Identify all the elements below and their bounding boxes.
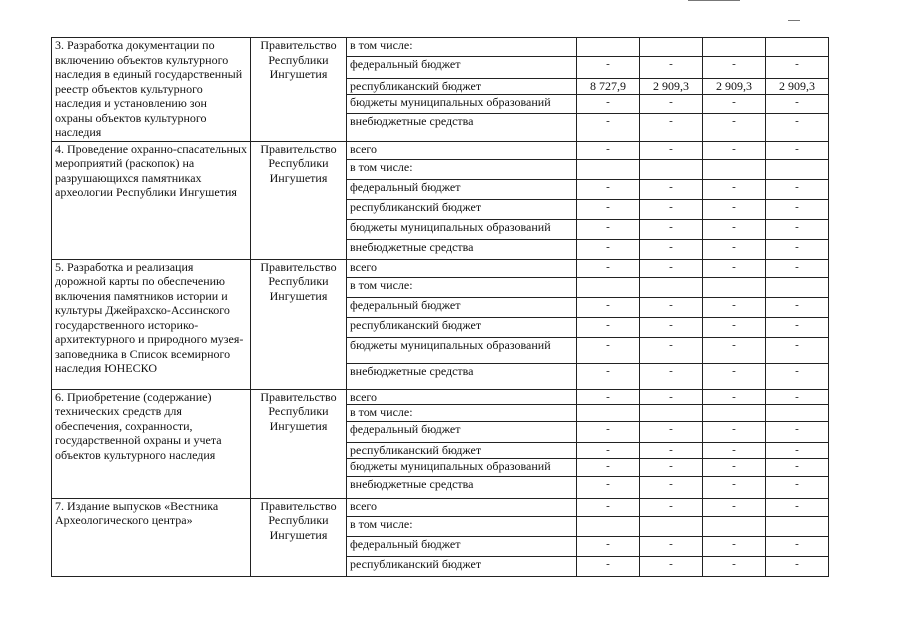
amount-cell: - [766, 179, 829, 199]
measure-name: 3. Разработка документации по включению объектов культурного наследия в единый государственный реестр объектов культурного наследия и установлению зон охраны объектов культурного наследия [52, 38, 251, 142]
amount-cell [766, 516, 829, 536]
amount-cell: - [577, 199, 640, 219]
amount-cell: - [577, 179, 640, 199]
funding-source: республиканский бюджет [347, 317, 577, 337]
amount-cell: - [766, 476, 829, 498]
amount-cell: - [766, 443, 829, 459]
funding-source: внебюджетные средства [347, 239, 577, 259]
amount-cell: - [577, 239, 640, 259]
amount-cell: - [640, 389, 703, 405]
funding-source: республиканский бюджет [347, 199, 577, 219]
funding-source: федеральный бюджет [347, 297, 577, 317]
funding-source: федеральный бюджет [347, 422, 577, 443]
amount-cell: - [577, 422, 640, 443]
amount-cell: - [703, 57, 766, 79]
amount-cell: - [577, 219, 640, 239]
amount-cell: - [640, 297, 703, 317]
amount-cell: - [577, 57, 640, 79]
amount-cell: - [640, 458, 703, 476]
amount-cell: - [703, 317, 766, 337]
amount-cell: - [703, 199, 766, 219]
amount-cell: - [703, 219, 766, 239]
amount-cell: - [640, 317, 703, 337]
amount-cell [577, 38, 640, 57]
amount-cell [703, 516, 766, 536]
budget-table [51, 37, 829, 577]
funding-source: в том числе: [347, 38, 577, 57]
amount-cell [766, 38, 829, 57]
amount-cell: - [577, 94, 640, 113]
amount-cell: - [640, 536, 703, 556]
amount-cell: - [703, 113, 766, 141]
amount-cell: - [640, 422, 703, 443]
amount-cell: - [640, 363, 703, 389]
amount-cell: - [577, 113, 640, 141]
amount-cell [640, 38, 703, 57]
amount-cell: - [577, 556, 640, 576]
amount-cell: - [640, 219, 703, 239]
amount-cell: - [577, 443, 640, 459]
amount-cell: - [766, 94, 829, 113]
amount-cell: - [640, 141, 703, 159]
funding-source: всего [347, 259, 577, 277]
executor: Правительство Республики Ингушетия [251, 141, 347, 259]
amount-cell: 2 909,3 [703, 79, 766, 95]
amount-cell: - [766, 389, 829, 405]
amount-cell: - [766, 141, 829, 159]
amount-cell: - [703, 556, 766, 576]
measure-name: 4. Проведение охранно-спасательных мероприятий (раскопок) на разрушающихся памятниках археологии Республики Ингушетия [52, 141, 251, 259]
amount-cell: - [640, 113, 703, 141]
funding-source: в том числе: [347, 159, 577, 179]
amount-cell: - [577, 363, 640, 389]
amount-cell [766, 405, 829, 422]
amount-cell: - [703, 239, 766, 259]
funding-source: бюджеты муниципальных образований [347, 94, 577, 113]
scan-mark-right [788, 20, 800, 21]
amount-cell: - [640, 179, 703, 199]
amount-cell: - [577, 317, 640, 337]
funding-source: всего [347, 498, 577, 516]
amount-cell [640, 405, 703, 422]
funding-source: в том числе: [347, 405, 577, 422]
measure-name: 7. Издание выпусков «Вестника Археологического центра» [52, 498, 251, 576]
amount-cell: - [766, 556, 829, 576]
funding-source: в том числе: [347, 516, 577, 536]
table-row [52, 259, 829, 277]
amount-cell: - [766, 536, 829, 556]
executor: Правительство Республики Ингушетия [251, 498, 347, 576]
funding-source: республиканский бюджет [347, 556, 577, 576]
funding-source: республиканский бюджет [347, 79, 577, 95]
amount-cell [577, 277, 640, 297]
document-page [51, 37, 829, 577]
amount-cell: - [766, 199, 829, 219]
funding-source: бюджеты муниципальных образований [347, 458, 577, 476]
amount-cell: - [703, 443, 766, 459]
amount-cell: - [766, 259, 829, 277]
amount-cell: - [640, 337, 703, 363]
amount-cell [766, 159, 829, 179]
scan-mark-top [688, 0, 740, 1]
funding-source: внебюджетные средства [347, 476, 577, 498]
funding-source: в том числе: [347, 277, 577, 297]
amount-cell [577, 159, 640, 179]
amount-cell: - [766, 113, 829, 141]
amount-cell: 8 727,9 [577, 79, 640, 95]
executor: Правительство Республики Ингушетия [251, 389, 347, 498]
funding-source: федеральный бюджет [347, 57, 577, 79]
amount-cell: - [640, 57, 703, 79]
amount-cell: - [577, 476, 640, 498]
funding-source: внебюджетные средства [347, 113, 577, 141]
amount-cell: - [640, 556, 703, 576]
funding-source: федеральный бюджет [347, 536, 577, 556]
amount-cell: - [577, 389, 640, 405]
amount-cell: - [766, 57, 829, 79]
amount-cell: - [703, 422, 766, 443]
budget-table-body [52, 38, 829, 577]
amount-cell: - [703, 297, 766, 317]
amount-cell: - [577, 536, 640, 556]
funding-source: внебюджетные средства [347, 363, 577, 389]
executor: Правительство Республики Ингушетия [251, 259, 347, 389]
amount-cell: - [640, 94, 703, 113]
measure-name: 6. Приобретение (содержание) технических средств для обеспечения, сохранности, государственной охраны и учета объектов культурного наследия [52, 389, 251, 498]
amount-cell: - [703, 363, 766, 389]
amount-cell: - [766, 337, 829, 363]
table-row [52, 38, 829, 57]
table-row [52, 141, 829, 159]
amount-cell: - [766, 498, 829, 516]
funding-source: бюджеты муниципальных образований [347, 219, 577, 239]
amount-cell: - [703, 389, 766, 405]
amount-cell: - [703, 141, 766, 159]
amount-cell: - [703, 458, 766, 476]
amount-cell: - [766, 219, 829, 239]
amount-cell: - [640, 443, 703, 459]
amount-cell [703, 405, 766, 422]
amount-cell: 2 909,3 [766, 79, 829, 95]
amount-cell: - [640, 498, 703, 516]
amount-cell [640, 277, 703, 297]
funding-source: всего [347, 141, 577, 159]
funding-source: республиканский бюджет [347, 443, 577, 459]
funding-source: бюджеты муниципальных образований [347, 337, 577, 363]
amount-cell [703, 38, 766, 57]
amount-cell [766, 277, 829, 297]
amount-cell: - [640, 259, 703, 277]
amount-cell: - [640, 476, 703, 498]
amount-cell: - [766, 363, 829, 389]
amount-cell: - [577, 259, 640, 277]
executor: Правительство Республики Ингушетия [251, 38, 347, 142]
funding-source: всего [347, 389, 577, 405]
amount-cell [640, 159, 703, 179]
amount-cell: - [577, 141, 640, 159]
table-row [52, 498, 829, 516]
amount-cell: - [766, 297, 829, 317]
amount-cell [577, 405, 640, 422]
measure-name: 5. Разработка и реализация дорожной карты по обеспечению включения памятников истории и культуры Джейрахско-Ассинского государственного историко-архитектурного и природного музея-заповедника в Список всемирного наследия ЮНЕСКО [52, 259, 251, 389]
funding-source: федеральный бюджет [347, 179, 577, 199]
amount-cell [703, 277, 766, 297]
amount-cell: - [577, 337, 640, 363]
amount-cell [640, 516, 703, 536]
amount-cell: - [766, 239, 829, 259]
amount-cell [703, 159, 766, 179]
amount-cell: - [703, 337, 766, 363]
amount-cell: - [766, 317, 829, 337]
amount-cell: - [640, 199, 703, 219]
amount-cell: - [766, 458, 829, 476]
amount-cell: - [703, 259, 766, 277]
amount-cell: - [577, 297, 640, 317]
table-row [52, 389, 829, 405]
amount-cell: - [640, 239, 703, 259]
amount-cell: - [703, 536, 766, 556]
amount-cell: - [577, 458, 640, 476]
amount-cell: 2 909,3 [640, 79, 703, 95]
amount-cell: - [577, 498, 640, 516]
amount-cell: - [703, 498, 766, 516]
amount-cell: - [703, 179, 766, 199]
amount-cell: - [766, 422, 829, 443]
amount-cell: - [703, 476, 766, 498]
amount-cell: - [703, 94, 766, 113]
amount-cell [577, 516, 640, 536]
